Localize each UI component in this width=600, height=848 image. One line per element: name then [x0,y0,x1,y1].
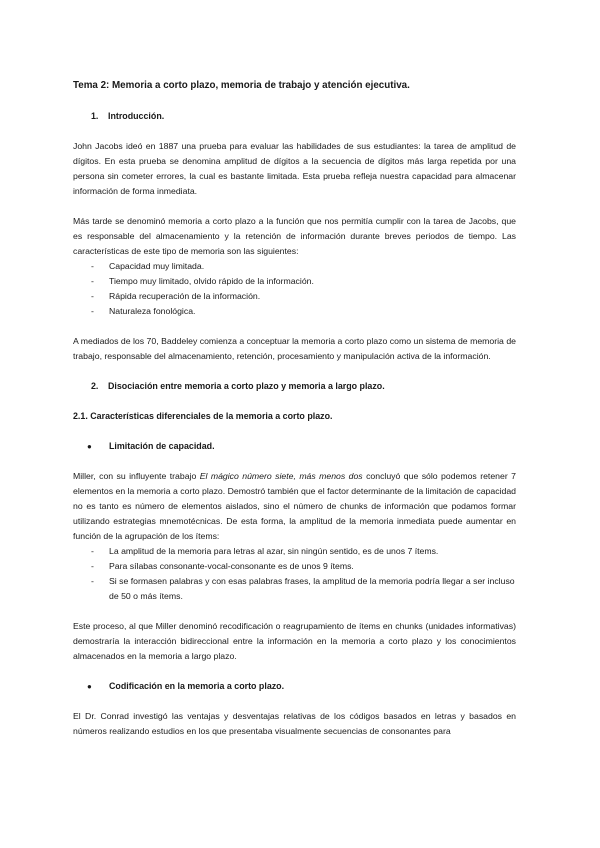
paragraph-text: concluyó que sólo podemos retener 7 elementos en la memoria a corto plazo. Demostró también que el factor determinante de la limitación de capacidad no es tanto es número de elementos aislados, sino el número de chunks de información que podamos formar utilizando estrategias mnemotécnicas. De esta forma, la amplitud de la memoria inmediata puede aumentar en función de la agrupación de los ítems: [73,471,516,541]
section-1-number: 1. [91,111,99,121]
document-title: Tema 2: Memoria a corto plazo, memoria de trabajo y atención ejecutiva. [73,80,410,91]
section-1-heading [91,109,516,124]
section-2-paragraph-3: El Dr. Conrad investigó las ventajas y desventajas relativas de los códigos basados en letras y basados en números realizando estudios en los que presentaba visualmente secuencias de consonantes para [73,711,516,736]
bullet-heading-capacity [87,439,516,454]
list-item: - Naturaleza fonológica. [73,304,516,319]
bullet-icon: ● [87,682,92,691]
bullet-heading-coding [87,679,516,694]
book-title-italic: El mágico número siete, más menos dos [199,471,363,481]
bullet-icon: ● [87,442,92,451]
section-1-list [73,259,516,319]
list-item: - Rápida recuperación de la información. [73,289,516,304]
section-1-paragraph-2: Más tarde se denominó memoria a corto plazo a la función que nos permitía cumplir con la tarea de Jacobs, que es responsable del almacenamiento y la retención de información durante breves periodos de tiempo. Las características de este tipo de memoria son las siguientes: [73,216,516,256]
list-item: - Para sílabas consonante-vocal-consonante es de unos 9 ítems. [73,559,516,574]
section-2-list [73,544,516,604]
section-2-paragraph-2: Este proceso, al que Miller denominó recodificación o reagrupamiento de ítems en chunks (unidades informativas) demostraría la interacción bidireccional entre la información en la memoria a corto plazo y los conocimientos almacenados en la memoria a largo plazo. [73,621,516,661]
bullet-heading-capacity-label: Limitación de capacidad. [109,441,215,451]
section-1-paragraph-3: A mediados de los 70, Baddeley comienza a conceptuar la memoria a corto plazo como un sistema de memoria de trabajo, responsable del almacenamiento, retención, procesamiento y manipulación activa de la información. [73,336,516,361]
paragraph-text: Miller, con su influyente trabajo [73,471,200,481]
section-2-paragraph-1 [73,469,516,544]
bullet-heading-coding-label: Codificación en la memoria a corto plazo. [109,681,285,691]
list-item: - Tiempo muy limitado, olvido rápido de la información. [73,274,516,289]
section-2-title: Disociación entre memoria a corto plazo y memoria a largo plazo. [108,381,385,391]
section-2-number: 2. [91,381,99,391]
list-item: - La amplitud de la memoria para letras al azar, sin ningún sentido, es de unos 7 ítems. [73,544,516,559]
subsection-2-1-heading: 2.1. Características diferenciales de la memoria a corto plazo. [73,411,333,421]
list-item: - Capacidad muy limitada. [73,259,516,274]
list-item: - Si se formasen palabras y con esas palabras frases, la amplitud de la memoria podría llegar a ser incluso de 50 o más ítems. [73,574,516,604]
section-1-title: Introducción. [108,111,165,121]
section-1-paragraph-1: John Jacobs ideó en 1887 una prueba para evaluar las habilidades de sus estudiantes: la tarea de amplitud de dígitos. En esta prueba se denomina amplitud de dígitos a la secuencia de dígitos más larga repetida por una persona sin cometer errores, la cual es bastante limitada. Esta prueba refleja nuestra capacidad para almacenar información de forma inmediata. [73,141,516,196]
section-2-heading [91,379,516,394]
